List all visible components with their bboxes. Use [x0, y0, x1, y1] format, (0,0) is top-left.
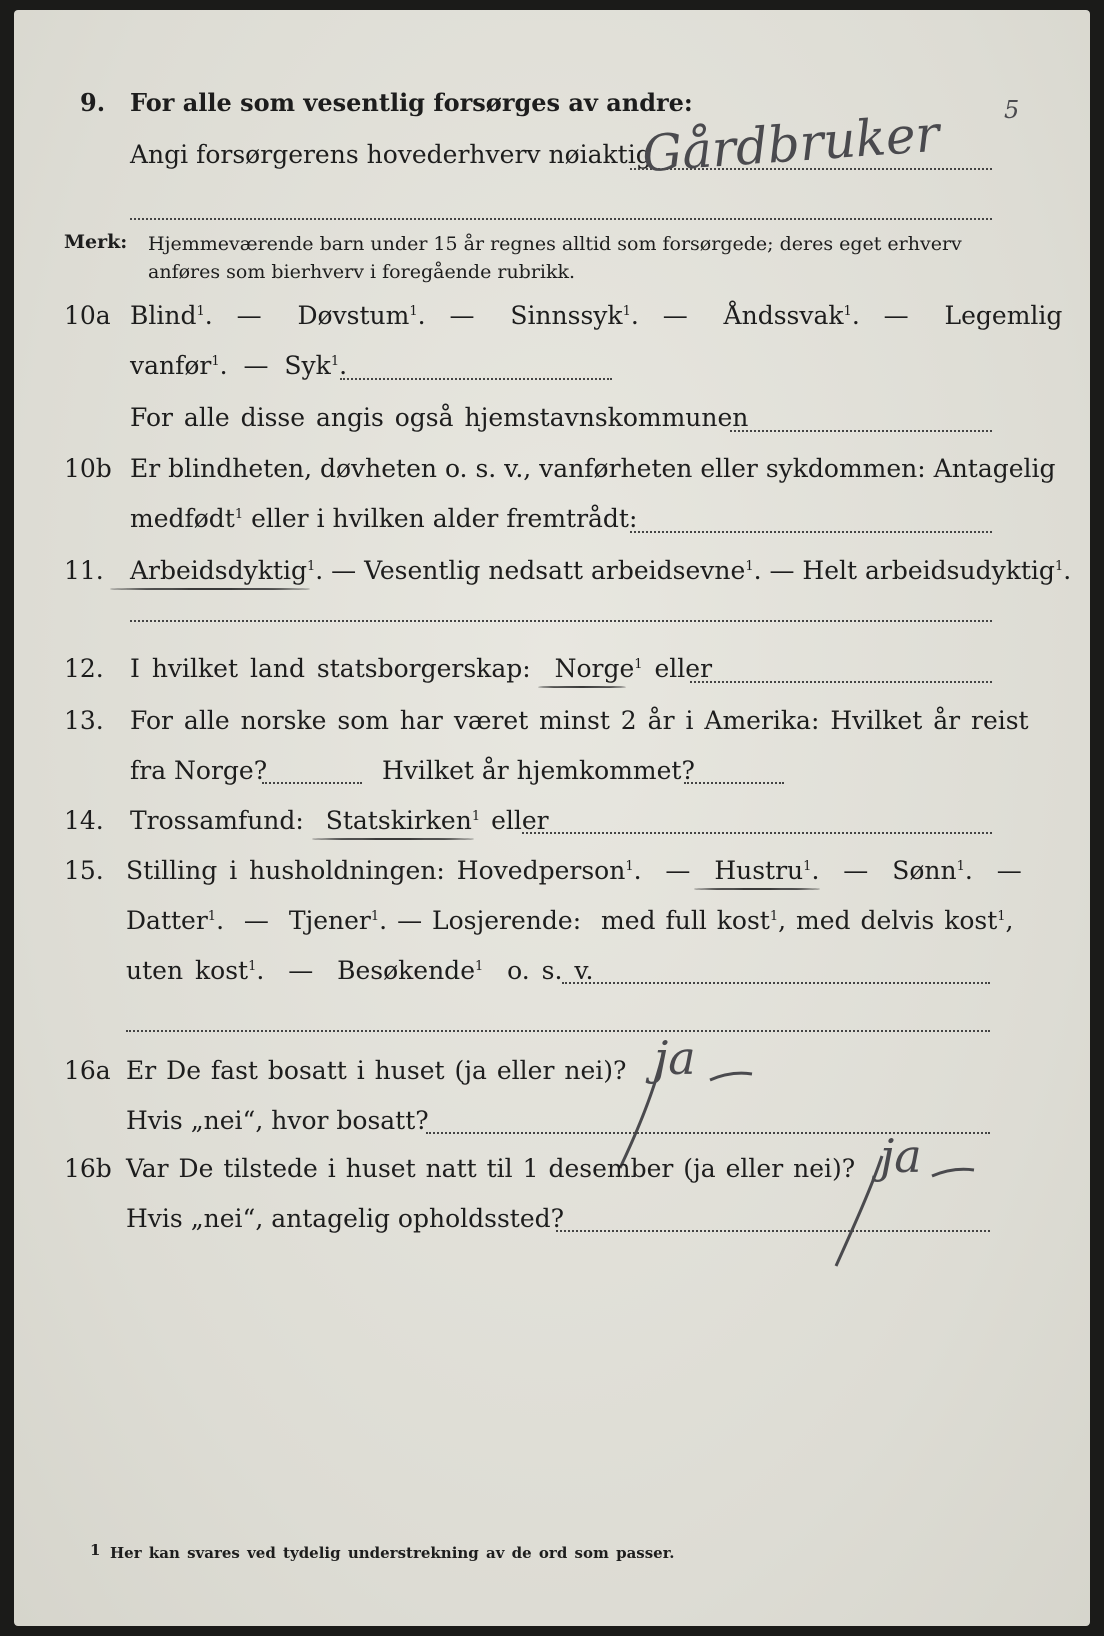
opt-hustru: Hustru [714, 856, 804, 885]
q10a-line-1: Blind$^1$. — Døvstum$^1$. — Sinnssyk$^1$. — Åndssvak$^1$. — Legemlig [130, 301, 1063, 330]
q13-reist-line [262, 782, 362, 784]
opt-uten-kost: uten kost [126, 956, 249, 985]
q16b-handwritten-answer: ja [880, 1129, 922, 1183]
opt-norge: Norge [554, 654, 635, 683]
q16a-followup: Hvis „nei“, hvor bosatt? [126, 1106, 429, 1135]
opt-delvis-kost: med delvis kost [796, 906, 998, 935]
opt-full-kost: med full kost [601, 906, 770, 935]
merk-line-1: Hjemmeværende barn under 15 år regnes alltid som forsørgede; deres eget erhverv [148, 233, 962, 255]
q10a-line-3: For alle disse angis også hjemstavnskommunen [130, 403, 749, 432]
q9-blank-line [130, 218, 992, 220]
q14-answer-line [522, 832, 992, 834]
q15-blank-line [126, 1030, 990, 1032]
q9-margin-mark: 5 [1004, 96, 1020, 124]
q12-line: I hvilket land statsborgerskap: Norge$^1$ eller [130, 654, 713, 683]
q10b-line-2: medfødt$^1$ eller i hvilken alder fremtrådt: [130, 504, 638, 533]
opt-sinnssyk: Sinnssyk [510, 301, 623, 330]
q10b-number: 10b [64, 454, 112, 483]
q15-underline-mark [694, 888, 820, 890]
merk-label: Merk: [64, 231, 128, 253]
q10b-answer-line [630, 531, 992, 533]
merk-line-2: anføres som bierhverv i foregående rubrikk. [148, 261, 576, 283]
q13-number: 13. [64, 706, 104, 735]
opt-blind: Blind [130, 301, 197, 330]
q16a-number: 16a [64, 1056, 111, 1085]
q15-line-1: Stilling i husholdningen: Hovedperson$^1$. — Hustru$^1$. — Sønn$^1$. — [126, 856, 1022, 885]
q15-answer-line [562, 982, 990, 984]
q11-number: 11. [64, 556, 104, 585]
q10a-number: 10a [64, 301, 111, 330]
q10b-line-1: Er blindheten, døvheten o. s. v., vanførheten eller sykdommen: Antagelig [130, 454, 1056, 483]
q16b-answer-line [556, 1230, 990, 1232]
opt-legemlig: Legemlig [944, 301, 1063, 330]
q9-handwritten-answer: Gårdbruker [640, 104, 942, 184]
opt-udyktig: . — Helt arbeidsudyktig [753, 556, 1055, 585]
opt-besokende: Besøkende [337, 956, 475, 985]
opt-dovstum: Døvstum [297, 301, 410, 330]
q14-underline-mark [312, 838, 474, 840]
q9-number: 9. [80, 88, 106, 117]
opt-arbeidsdyktig: Arbeidsdyktig [130, 556, 307, 585]
q12-number: 12. [64, 654, 104, 683]
q14-number: 14. [64, 806, 104, 835]
q10a-hjemstavn-line [730, 430, 992, 432]
opt-sonn: Sønn [892, 856, 957, 885]
q16a-pen-stroke [614, 1050, 754, 1170]
census-form-page [14, 10, 1090, 1626]
q13-line-1: For alle norske som har været minst 2 år i Amerika: Hvilket år reist [130, 706, 1029, 735]
q13-reist: fra Norge? [130, 756, 268, 785]
q16b-pen-stroke [826, 1150, 976, 1270]
q10a-syk-line [340, 378, 612, 380]
q16b-question: Var De tilstede i huset natt til 1 desember (ja eller nei)? [126, 1154, 856, 1183]
q16b-number: 16b [64, 1154, 112, 1183]
opt-medfodt: medfødt [130, 504, 235, 533]
opt-datter: Datter [126, 906, 208, 935]
q11-blank-line [130, 620, 992, 622]
opt-andssvak: Åndssvak [723, 301, 844, 330]
opt-vanfor: vanfør [130, 351, 212, 380]
footnote-mark: 1 [90, 1541, 101, 1559]
q16a-question: Er De fast bosatt i huset (ja eller nei)? [126, 1056, 627, 1085]
q16a-handwritten-answer: ja [654, 1031, 696, 1085]
q15-line-3: uten kost$^1$. — Besøkende$^1$ o. s. v. [126, 956, 594, 985]
q11-line: Arbeidsdyktig$^1$. — Vesentlig nedsatt arbeidsevne$^1$. — Helt arbeidsudyktig$^1$. [130, 556, 1072, 585]
q9-question: Angi forsørgerens hovederhverv nøiaktig [130, 140, 652, 169]
q12-underline-mark [538, 686, 626, 688]
q14-line: Trossamfund: Statskirken$^1$ eller [130, 806, 549, 835]
q15-line-2: Datter$^1$. — Tjener$^1$. — Losjerende: med full kost$^1$, med delvis kost$^1$, [126, 906, 1014, 935]
footnote-text: Her kan svares ved tydelig understrekning av de ord som passer. [110, 1544, 675, 1562]
q16b-followup: Hvis „nei“, antagelig opholdssted? [126, 1204, 565, 1233]
q11-underline-mark [110, 588, 310, 590]
opt-statskirken: Statskirken [325, 806, 472, 835]
q15-number: 15. [64, 856, 104, 885]
opt-tjener: Tjener [288, 906, 371, 935]
q12-answer-line [690, 681, 992, 683]
q13-hjem: Hvilket år hjemkommet? [382, 756, 695, 785]
opt-nedsatt: . — Vesentlig nedsatt arbeidsevne [315, 556, 746, 585]
opt-syk: Syk [284, 351, 331, 380]
q13-hjem-line [684, 782, 784, 784]
q10a-line-2: vanfør$^1$. — Syk$^1$. [130, 351, 348, 380]
q9-heading: For alle som vesentlig forsørges av andre: [130, 88, 693, 117]
